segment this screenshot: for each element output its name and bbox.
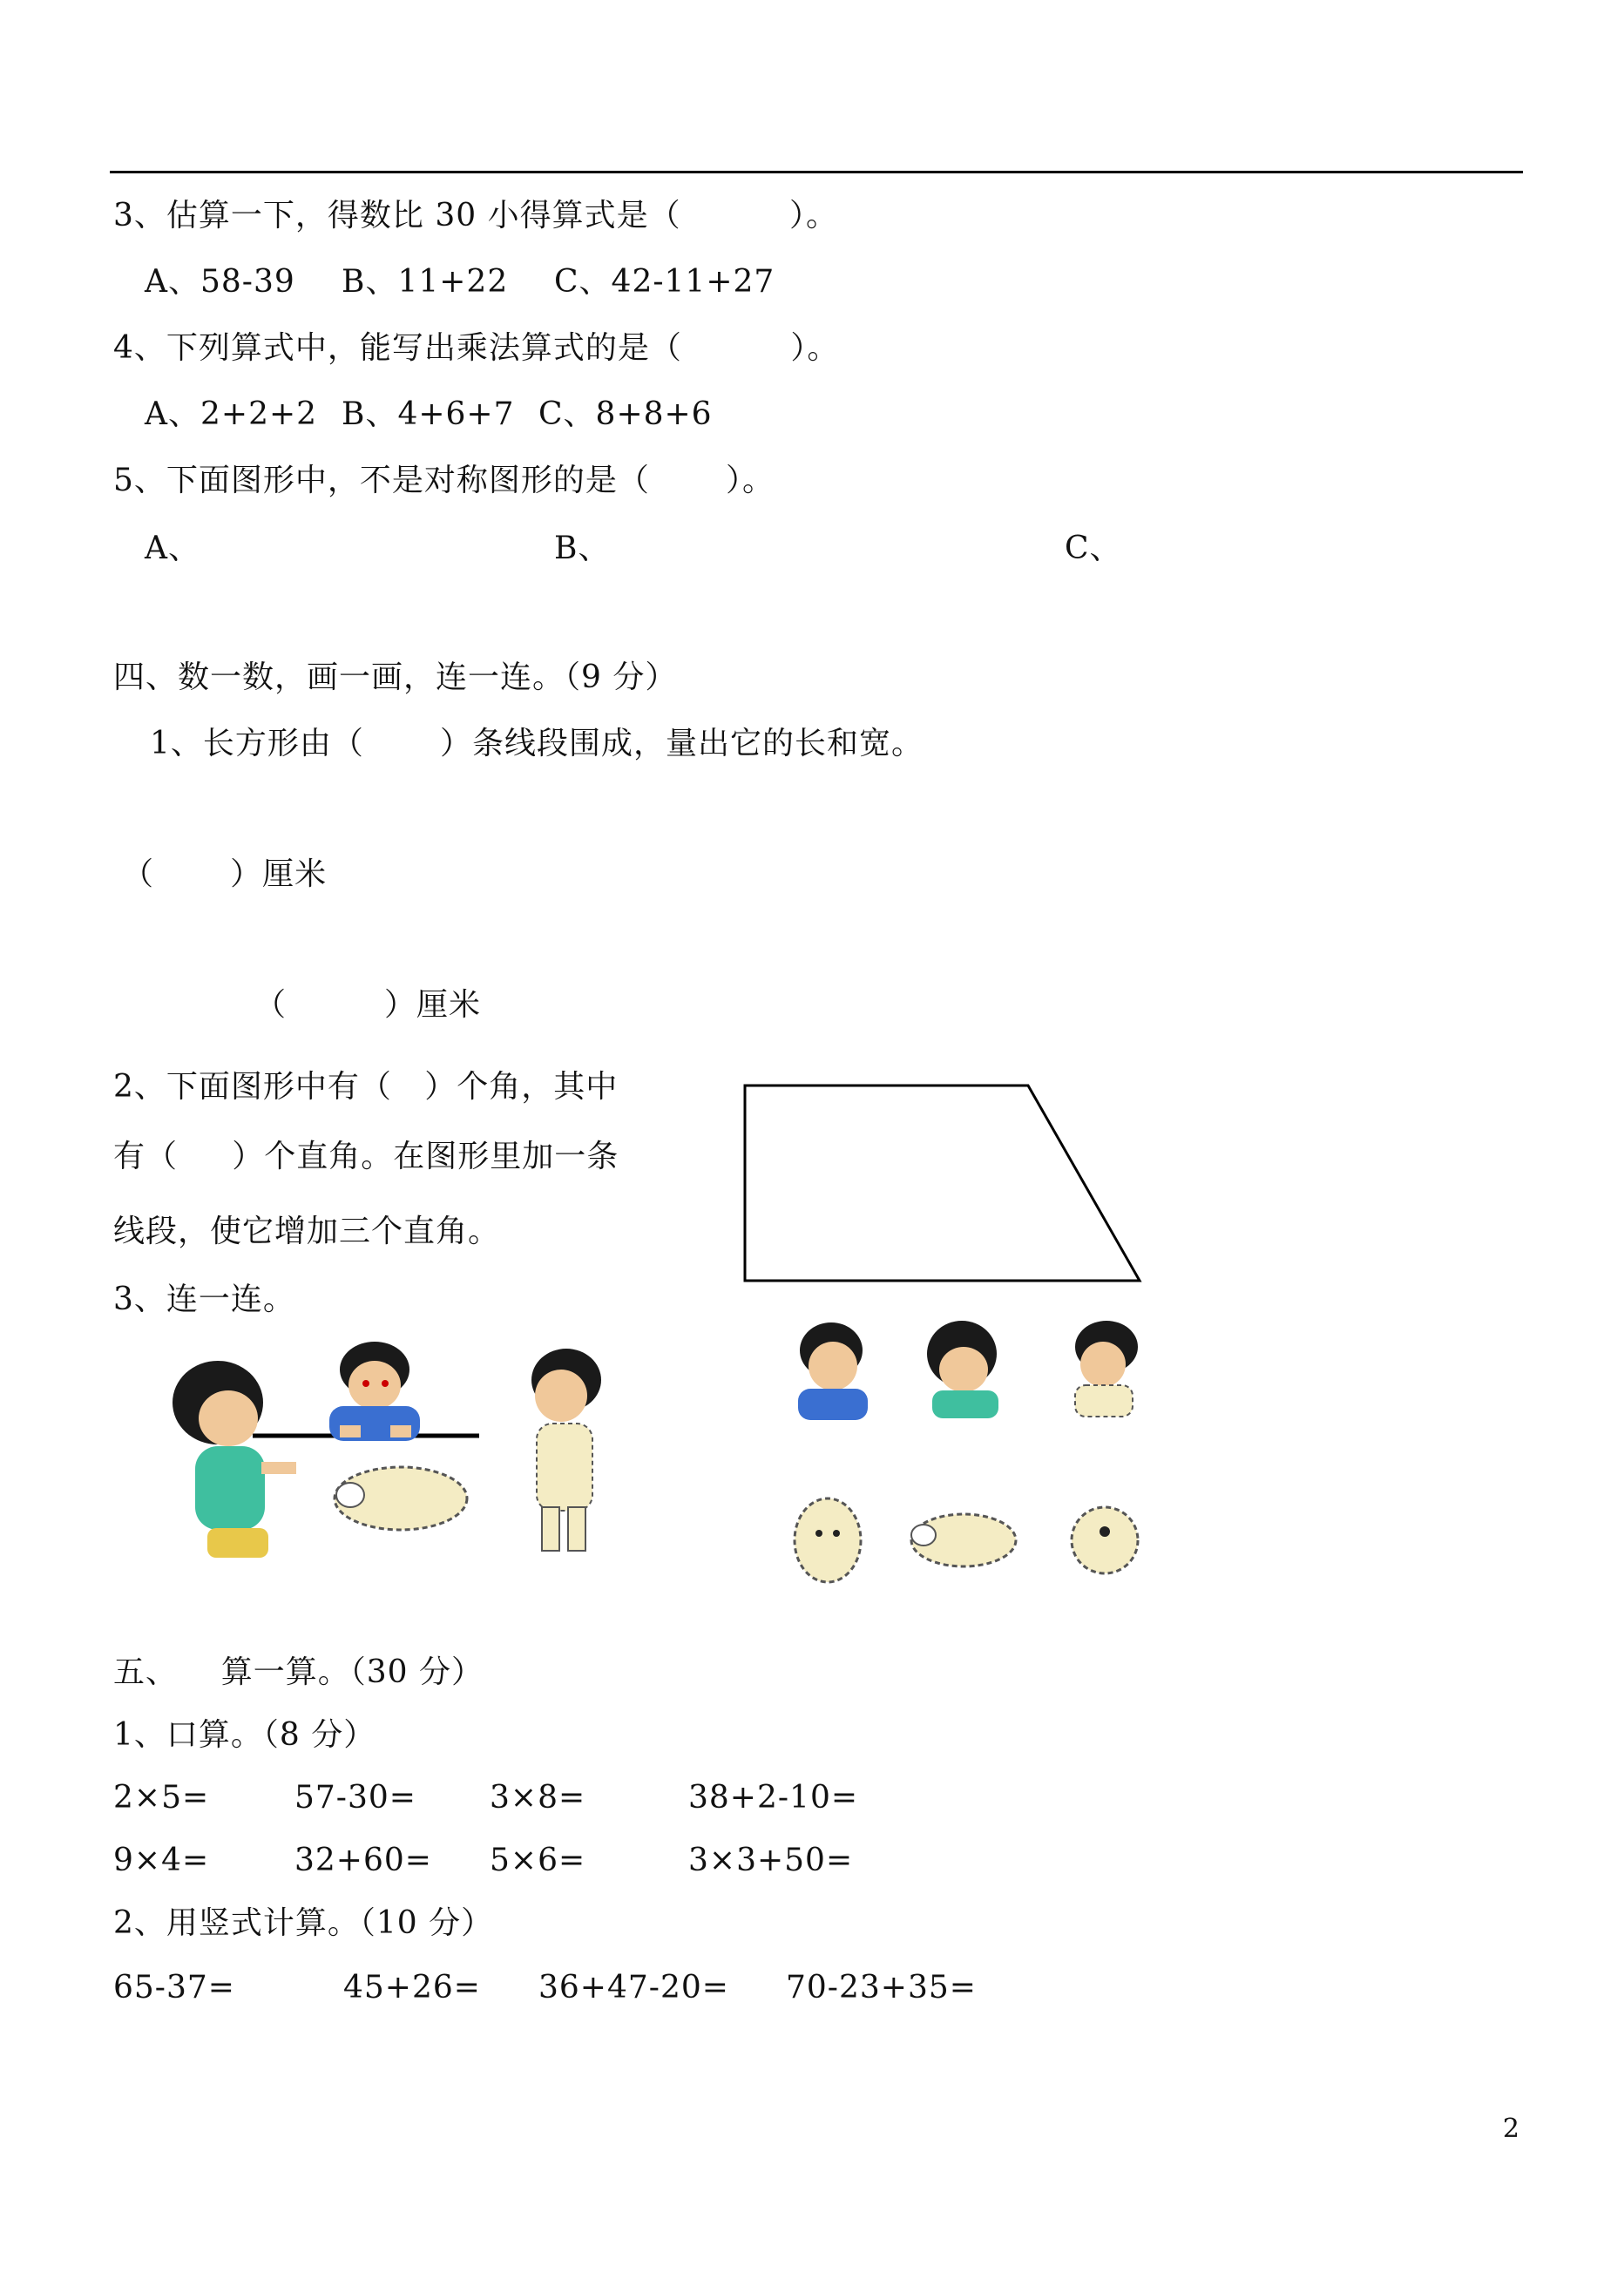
question-4: 4、下列算式中，能写出乘法算式的是（ ）。 [113,330,840,366]
q4-option-b: B、4+6+7 [342,396,515,432]
oral-2-1: 9×4= [113,1843,210,1878]
oral-1-3: 3×8= [490,1780,586,1816]
sheep-side-view-icon [911,1514,1016,1566]
vertical-4: 70-23+35= [786,1970,977,2006]
girl-left-icon [173,1361,296,1558]
section-4-q2-line2: 有（ ）个直角。在图形里加一条 [113,1139,619,1174]
kid-heads-row [784,1316,1167,1429]
boy-head-icon-1 [798,1322,868,1420]
sheep-back-icon [1072,1507,1138,1573]
q5-option-b: B、 [554,531,611,566]
oral-1-2: 57-30= [294,1780,416,1816]
section-4-title: 四、数一数，画一画，连一连。（9 分） [113,659,678,695]
q5-option-a: A、 [145,531,200,566]
section-4-q2-line1: 2、下面图形中有（ ）个角，其中 [113,1069,619,1105]
q5-option-c: C、 [1065,531,1122,566]
sheep-front-icon [795,1498,861,1582]
oral-2-2: 32+60= [294,1843,432,1878]
length-blank: （ ）厘米 [122,856,328,892]
q4-option-a: A、2+2+2 [145,396,318,432]
boy-center-icon [329,1342,420,1441]
q3-option-a: A、58-39 [145,264,295,300]
question-5: 5、下面图形中，不是对称图形的是（ ）。 [113,463,775,498]
section-4-q2-line3: 线段，使它增加三个直角。 [113,1214,501,1249]
section-5-q1: 1、口算。（8 分） [113,1717,376,1753]
trapezoid-figure [741,1080,1150,1289]
section-4-q1: 1、长方形由（ ）条线段围成，量出它的长和宽。 [150,726,924,761]
section-5-title: 五、 算一算。（30 分） [113,1654,484,1690]
q4-option-c: C、8+8+6 [538,396,713,432]
width-blank: （ ）厘米 [254,987,481,1023]
oral-1-4: 38+2-10= [688,1780,859,1816]
vertical-1: 65-37= [113,1970,235,2006]
oral-1-1: 2×5= [113,1780,210,1816]
section-5-q2: 2、用竖式计算。（10 分） [113,1905,494,1941]
vertical-3: 36+47-20= [538,1970,729,2006]
question-3: 3、估算一下，得数比 30 小得算式是（ ）。 [113,198,839,233]
observation-scene [166,1342,619,1577]
sheep-side-icon [335,1467,467,1530]
header-rule [110,171,1523,173]
section-4-q3: 3、连一连。 [113,1282,295,1317]
oral-2-4: 3×3+50= [688,1843,854,1878]
sheep-views-row [784,1490,1167,1594]
girl-head-icon [927,1321,998,1418]
vertical-2: 45+26= [343,1970,481,2006]
page-number: 2 [1502,2114,1519,2144]
boy-head-icon-2 [1075,1321,1138,1417]
boy-right-icon [531,1349,601,1551]
oral-2-3: 5×6= [490,1843,586,1878]
q3-option-b: B、11+22 [342,264,509,300]
q3-option-c: C、42-11+27 [554,264,775,300]
